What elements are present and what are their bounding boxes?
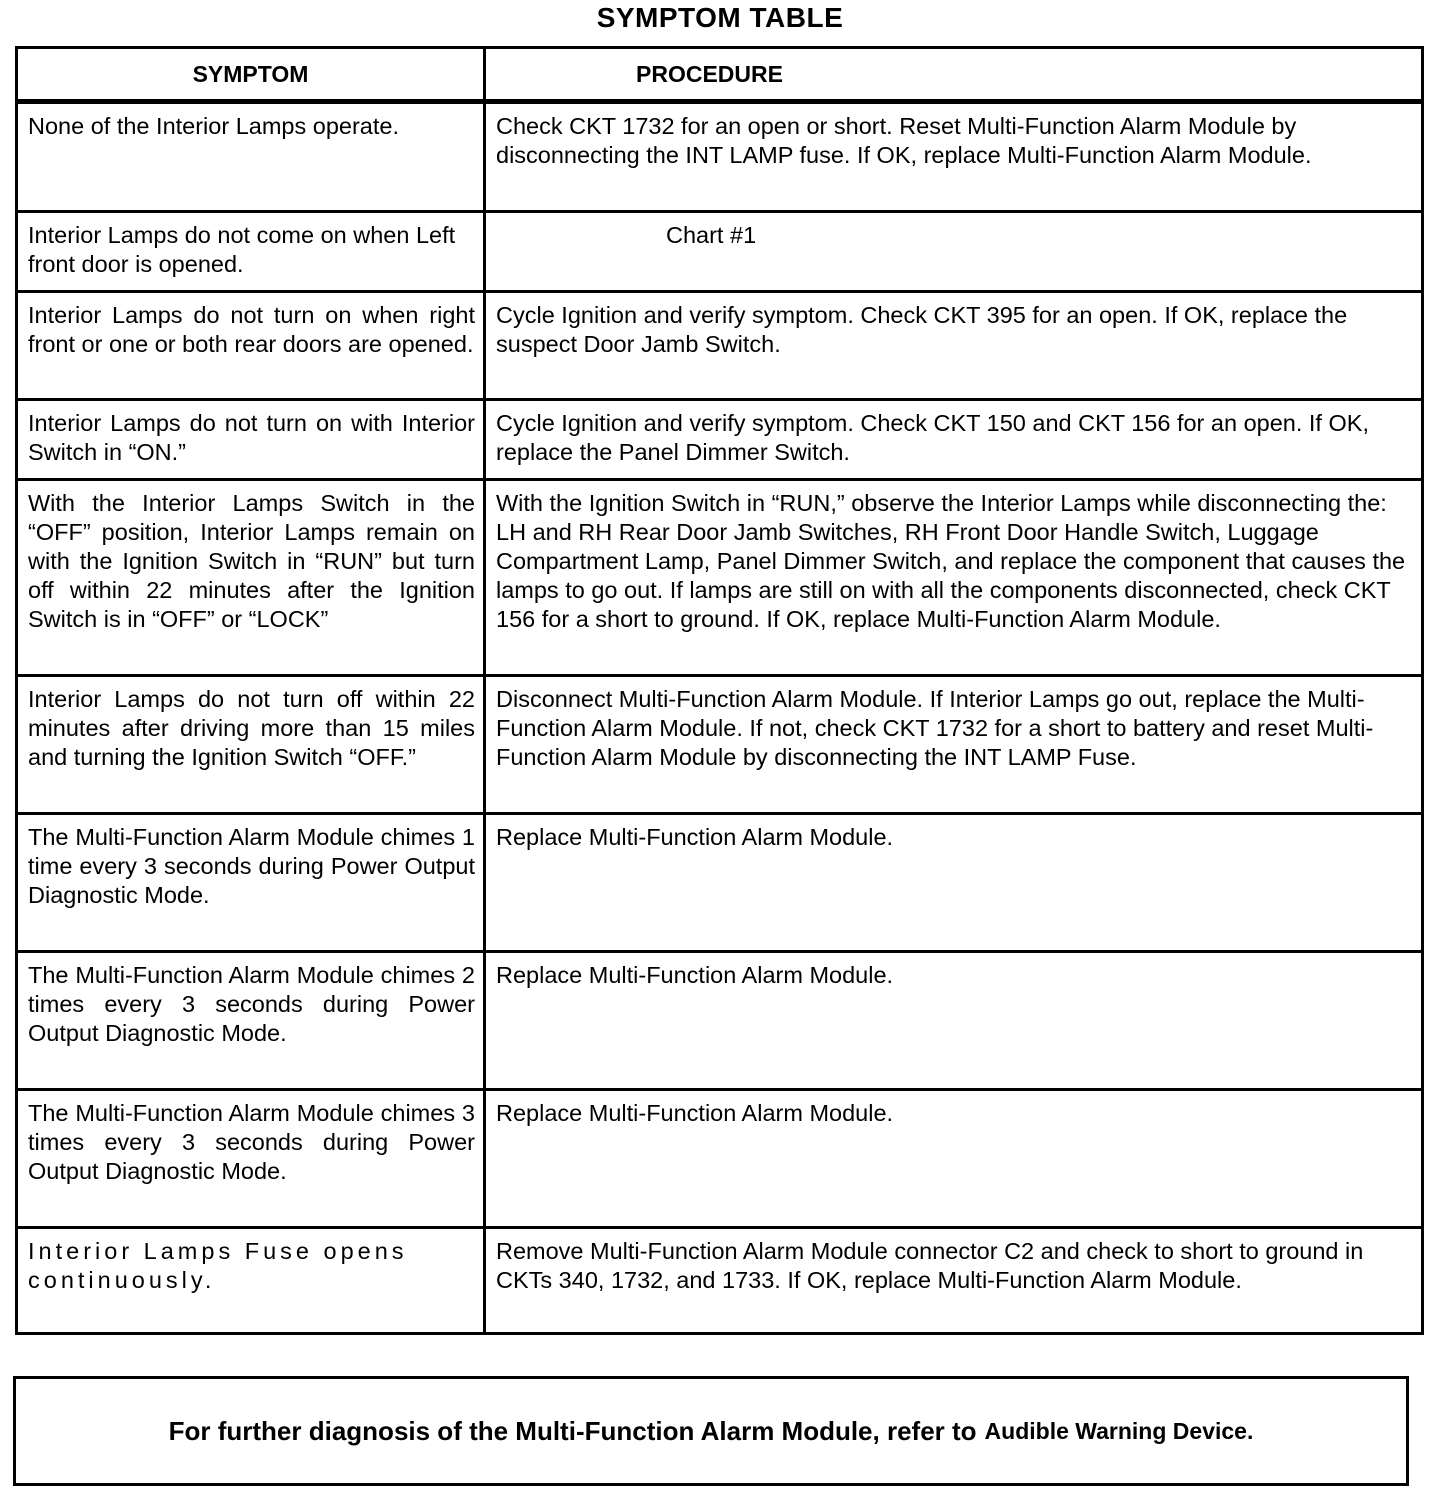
table-row <box>17 1228 1423 1334</box>
procedure-cell: Replace Multi-Function Alarm Module. <box>485 952 1423 1090</box>
procedure-cell: Disconnect Multi-Function Alarm Module. If Interior Lamps go out, replace the Multi-Function Alarm Module. If not, check CKT 1732 for a short to battery and reset Multi-Function Alarm Module by disconnecting the INT LAMP Fuse. <box>485 676 1423 814</box>
procedure-cell: Chart #1 <box>485 212 1423 292</box>
table-row <box>17 676 1423 814</box>
procedure-cell: Remove Multi-Function Alarm Module connector C2 and check to short to ground in CKTs 340, 1732, and 1733. If OK, replace Multi-Function Alarm Module. <box>485 1228 1423 1334</box>
symptom-table <box>15 46 1424 1335</box>
table-header-row <box>17 48 1423 102</box>
procedure-cell: Check CKT 1732 for an open or short. Reset Multi-Function Alarm Module by disconnecting the INT LAMP fuse. If OK, replace Multi-Function Alarm Module. <box>485 102 1423 212</box>
symptom-cell: The Multi-Function Alarm Module chimes 1 time every 3 seconds during Power Output Diagnostic Mode. <box>17 814 485 952</box>
symptom-cell: Interior Lamps do not come on when Left front door is opened. <box>17 212 485 292</box>
symptom-cell: Interior Lamps Fuse opens continuously. <box>17 1228 485 1334</box>
symptom-cell: Interior Lamps do not turn off within 22 minutes after driving more than 15 miles and turning the Ignition Switch “OFF.” <box>17 676 485 814</box>
procedure-column-header: PROCEDURE <box>485 48 1423 102</box>
symptom-cell: The Multi-Function Alarm Module chimes 3 times every 3 seconds during Power Output Diagnostic Mode. <box>17 1090 485 1228</box>
table-row <box>17 292 1423 400</box>
procedure-cell: Cycle Ignition and verify symptom. Check CKT 150 and CKT 156 for an open. If OK, replace the Panel Dimmer Switch. <box>485 400 1423 480</box>
procedure-cell: Cycle Ignition and verify symptom. Check CKT 395 for an open. If OK, replace the suspect Door Jamb Switch. <box>485 292 1423 400</box>
procedure-cell: With the Ignition Switch in “RUN,” observe the Interior Lamps while disconnecting the: LH and RH Rear Door Jamb Switches, RH Front Door Handle Switch, Luggage Compartment Lamp, Panel Dimmer Switch, and replace the component that causes the lamps to go out. If lamps are still on with all the components disconnected, check CKT 156 for a short to ground. If OK, replace Multi-Function Alarm Module. <box>485 480 1423 676</box>
table-row <box>17 1090 1423 1228</box>
page-title: SYMPTOM TABLE <box>596 2 844 33</box>
table-row <box>17 212 1423 292</box>
symptom-cell: With the Interior Lamps Switch in the “OFF” position, Interior Lamps remain on with the Ignition Switch in “RUN” but turn off within 22 minutes after the Ignition Switch is in “OFF” or “LOCK” <box>17 480 485 676</box>
symptom-column-header: SYMPTOM <box>17 48 485 102</box>
table-row <box>17 400 1423 480</box>
further-diagnosis-note <box>13 1376 1409 1486</box>
procedure-cell: Replace Multi-Function Alarm Module. <box>485 814 1423 952</box>
table-row <box>17 102 1423 212</box>
symptom-cell: The Multi-Function Alarm Module chimes 2 times every 3 seconds during Power Output Diagnostic Mode. <box>17 952 485 1090</box>
note-reference: Audible Warning Device. <box>984 1417 1254 1444</box>
table-row <box>17 952 1423 1090</box>
table-row <box>17 814 1423 952</box>
symptom-cell: Interior Lamps do not turn on with Interior Switch in “ON.” <box>17 400 485 480</box>
procedure-cell: Replace Multi-Function Alarm Module. <box>485 1090 1423 1228</box>
table-row <box>17 480 1423 676</box>
symptom-cell: Interior Lamps do not turn on when right front or one or both rear doors are opened. <box>17 292 485 400</box>
note-text: For further diagnosis of the Multi-Function Alarm Module, refer to <box>168 1415 977 1446</box>
symptom-cell: None of the Interior Lamps operate. <box>17 102 485 212</box>
